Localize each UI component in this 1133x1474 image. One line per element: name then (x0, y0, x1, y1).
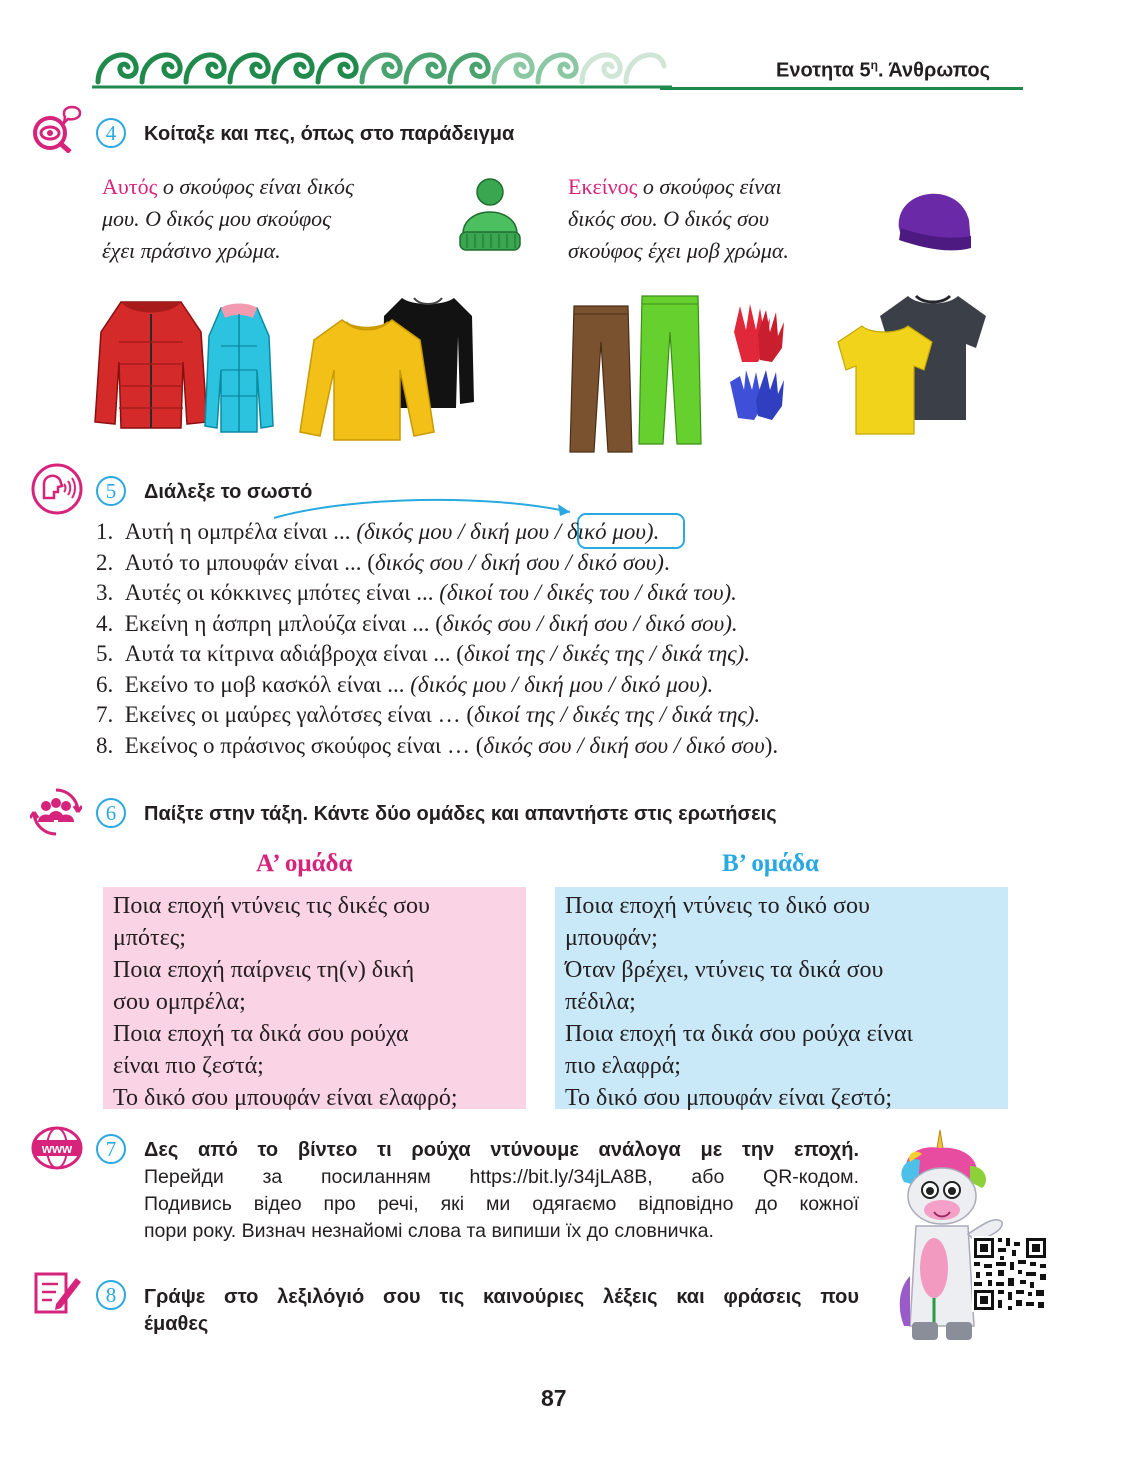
task8-line: Γράψε στο λεξιλόγιό σου τις καινούριες λέξεις και φράσεις που (144, 1286, 859, 1308)
brown-trousers-image (568, 302, 634, 456)
task-number-5: 5 (96, 476, 126, 506)
question-line: Όταν βρέχει, ντύνεις τα δικά σου (565, 957, 884, 983)
task8-text (144, 1284, 859, 1338)
list-item: 5. Αυτά τα κίτρινα αδιάβροχα είναι ... (δικοί της / δικές της / δικά της). (96, 641, 751, 666)
task7-title: Δες από το βίντεο τι ρούχα ντύνουμε ανάλογα με την εποχή. (144, 1139, 859, 1161)
task6-title: Παίξτε στην τάξη. Κάντε δύο ομάδες και απαντήστε στις ερωτήσεις (144, 803, 777, 825)
list-item: 4. Εκείνη η άσπρη μπλούζα είναι ... (δικός σου / δική σου / δικό σου). (96, 610, 738, 636)
list-item: 6. Εκείνο το μοβ κασκόλ είναι ... (δικός μου / δική μου / δικό μου). (96, 671, 714, 697)
red-jacket-image (91, 292, 211, 432)
question-line: μπότες; (113, 925, 186, 951)
red-gloves-image (728, 302, 790, 364)
task7-text (144, 1137, 859, 1245)
group-b-box (555, 887, 1008, 1109)
question-line: πέδιλα; (565, 989, 636, 1015)
yellow-sweater-image (296, 314, 438, 446)
svg-text:www: www (41, 1141, 73, 1156)
task4-title: Κοίταξε και πες, όπως στο παράδειγμα (144, 123, 515, 145)
question-line: Ποια εποχή ντύνεις το δικό σου (565, 893, 870, 919)
blue-gloves-image (726, 366, 790, 422)
blue-jacket-image (203, 300, 275, 438)
question-line: μπουφάν; (565, 925, 658, 951)
www-globe-icon (30, 1125, 84, 1171)
question-line: πιο ελαφρά; (565, 1053, 681, 1079)
task4-right-text: Εκείνος ο σκούφος είναι δικός σου. Ο δικός σου σκούφος έχει μοβ χρώμα. (568, 174, 789, 263)
task-number-7: 7 (96, 1134, 126, 1164)
pencil-note-icon (34, 1270, 82, 1314)
question-line: Ποια εποχή τα δικά σου ρούχα είναι (565, 1021, 913, 1047)
task4-left-text: Αυτός ο σκούφος είναι δικός μου. Ο δικός μου σκούφος έχει πράσινο χρώμα. (102, 174, 354, 263)
task7-line: пори року. Визнач незнайомі слова та випиши їх до словничка. (144, 1220, 714, 1242)
task-number-8: 8 (96, 1280, 126, 1310)
eye-magnifier-icon (30, 101, 82, 153)
question-line: είναι πιο ζεστά; (113, 1053, 264, 1079)
qr-code-icon (972, 1236, 1048, 1312)
task5-list (96, 517, 778, 761)
task5-title: Διάλεξε το σωστό (144, 481, 313, 503)
task8-line: έμαθες (144, 1313, 209, 1335)
green-trousers-image (637, 292, 703, 448)
list-item: 2. Αυτό το μπουφάν είναι ... (δικός σου / δική σου / δικό σου). (96, 549, 670, 575)
group-b-title: Β’ ομάδα (722, 850, 819, 877)
page-number: 87 (541, 1385, 567, 1411)
header-rule (660, 87, 1023, 90)
group-a-box (103, 887, 526, 1109)
yellow-tshirt-image (836, 320, 934, 438)
task7-line: Перейди за посиланням https://bit.ly/34jLA8B, або QR-кодом. (144, 1166, 859, 1188)
group-a-title: Α’ ομάδα (256, 850, 353, 877)
task7-line: Подивись відео про речі, які ми одягаємо відповідно до кожної (144, 1193, 859, 1215)
purple-beanie-image (893, 180, 975, 258)
speaking-head-icon (30, 462, 84, 516)
green-beanie-image (455, 176, 525, 256)
question-line: Ποια εποχή παίρνεις τη(ν) δική (113, 957, 415, 983)
question-line: Ποια εποχή ντύνεις τις δικές σου (113, 893, 430, 919)
list-item: 1. Αυτή η ομπρέλα είναι ... (δικός μου / δική μου / δικό μου). (96, 519, 660, 544)
unit-title: Ενοτητα $5^\eta$. Άνθρωπος (776, 58, 991, 82)
task-number-6: 6 (96, 798, 126, 828)
greek-wave-border-icon (92, 40, 672, 92)
list-item: 7. Εκείνες οι μαύρες γαλότσες είναι … (δικοί της / δικές της / δικά της). (96, 702, 761, 727)
question-line: Ποια εποχή τα δικά σου ρούχα (113, 1021, 409, 1047)
list-item: 3. Αυτές οι κόκκινες μπότες είναι ... (δικοί του / δικές του / δικά του). (96, 580, 737, 605)
question-line: Το δικό σου μπουφάν είναι ζεστό; (565, 1085, 892, 1111)
list-item: 8. Εκείνος ο πράσινος σκούφος είναι … (δικός σου / δική σου / δικό σου). (96, 732, 779, 758)
group-people-icon (30, 786, 82, 838)
question-line: σου ομπρέλα; (113, 989, 246, 1015)
question-line: Το δικό σου μπουφάν είναι ελαφρό; (113, 1085, 458, 1111)
task-number-4: 4 (96, 118, 126, 148)
